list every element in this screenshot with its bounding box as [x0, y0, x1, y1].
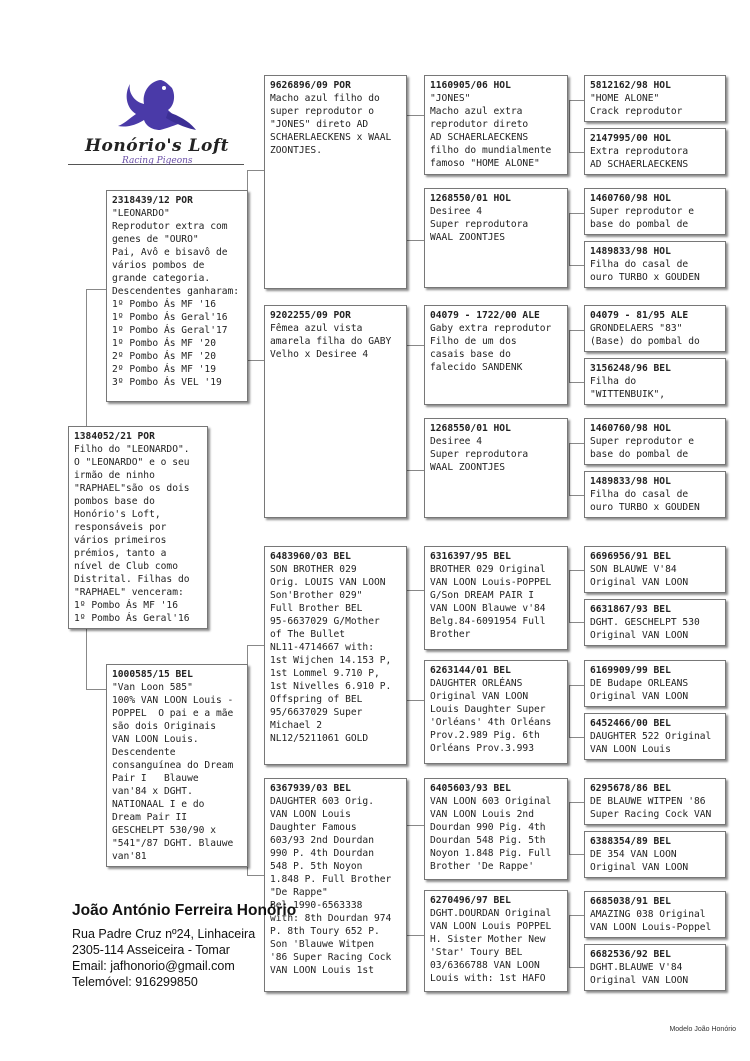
- ring-number: 5812162/98 HOL: [590, 80, 671, 91]
- connector-line: [86, 289, 87, 426]
- connector-line: [406, 935, 424, 936]
- pigeon-description: Super reprodutor e base do pombal de: [590, 206, 694, 230]
- connector-line: [247, 875, 264, 876]
- pigeon-card-dam: [106, 664, 248, 867]
- pigeon-card-gen4: [584, 944, 726, 991]
- pigeon-description: DGHT.DOURDAN Original VAN LOON Louis POPPEL H. Sister Mother New 'Star' Toury BEL 03/6366788 VAN LOON Louis with: 1st HAFO: [430, 908, 552, 984]
- pigeon-description: Desiree 4 Super reprodutora WAAL ZOONTJES: [430, 206, 529, 243]
- ring-number: 6452466/00 BEL: [590, 718, 671, 729]
- connector-line: [406, 825, 424, 826]
- connector-line: [406, 470, 424, 471]
- connector-line: [569, 213, 584, 214]
- pigeon-card-gen4: [584, 891, 726, 938]
- pigeon-card-gen4: [584, 128, 726, 175]
- connector-line: [569, 685, 570, 737]
- ring-number: 6316397/95 BEL: [430, 551, 511, 562]
- pigeon-description: Filha do casal de ouro TURBO x GOUDEN: [590, 489, 700, 513]
- pigeon-card-gen2: [264, 305, 407, 518]
- connector-line: [569, 685, 584, 686]
- ring-number: 6367939/03 BEL: [270, 783, 351, 794]
- ring-number: 6405603/93 BEL: [430, 783, 511, 794]
- connector-line: [86, 289, 106, 290]
- pigeon-card-gen3: [424, 546, 568, 650]
- pigeon-description: DE 354 VAN LOON Original VAN LOON: [590, 849, 689, 873]
- ring-number: 6263144/01 BEL: [430, 665, 511, 676]
- ring-number: 6696956/91 BEL: [590, 551, 671, 562]
- pigeon-description: Filha do "WITTENBUIK",: [590, 376, 666, 400]
- pigeon-card-gen2: [264, 546, 407, 765]
- connector-line: [569, 802, 570, 854]
- ring-number: 1268550/01 HOL: [430, 423, 511, 434]
- owner-address: Rua Padre Cruz nº24, Linhaceira: [72, 927, 256, 941]
- connector-line: [569, 152, 584, 153]
- connector-line: [569, 495, 584, 496]
- pigeon-description: AMAZING 038 Original VAN LOON Louis-Poppel: [590, 909, 712, 933]
- pigeon-description: GRONDELAERS "83" (Base) do pombal do: [590, 323, 700, 347]
- ring-number: 04079 - 1722/00 ALE: [430, 310, 540, 321]
- owner-city: 2305-114 Asseiceira - Tomar: [72, 943, 230, 957]
- connector-line: [569, 915, 584, 916]
- connector-line: [86, 629, 87, 689]
- pigeon-card-gen4: [584, 599, 726, 646]
- pigeon-card-gen3: [424, 418, 568, 518]
- pigeon-description: "LEONARDO" Reprodutor extra com genes de "OURO" Pai, Avô e bisavô de vários pombos de grande categoria. Descendentes ganharam: 1º Pombo Ás MF '16 1º Pombo Ás Geral'16 1º Pombo Ás Geral'17 1º Pombo Ás MF '20 2º Pombo Ás MF '20 2º Pombo Ás MF '19 3º Pombo Ás VEL '19: [112, 208, 240, 388]
- pigeon-description: DAUGHTER 522 Original VAN LOON Louis: [590, 731, 712, 755]
- connector-line: [569, 443, 584, 444]
- ring-number: 6685038/91 BEL: [590, 896, 671, 907]
- pigeon-card-gen3: [424, 75, 568, 175]
- pigeon-card-gen4: [584, 778, 726, 825]
- ring-number: 2147995/00 HOL: [590, 133, 671, 144]
- pigeon-card-gen3: [424, 890, 568, 992]
- connector-line: [569, 213, 570, 265]
- connector-line: [569, 330, 584, 331]
- pigeon-description: VAN LOON 603 Original VAN LOON Louis 2nd Dourdan 990 Pig. 4th Dourdan 548 Pig. 5th Noyon 1.848 Pig. Full Brother 'De Rappe': [430, 796, 552, 872]
- pigeon-card-gen3: [424, 778, 568, 880]
- connector-line: [569, 265, 584, 266]
- pigeon-description: "JONES" Macho azul extra reprodutor direto AD SCHAERLAECKENS filho do mundialmente famoso "HOME ALONE": [430, 93, 552, 169]
- connector-line: [569, 382, 584, 383]
- ring-number: 6295678/86 BEL: [590, 783, 671, 794]
- ring-number: 6631867/93 BEL: [590, 604, 671, 615]
- pigeon-description: Gaby extra reprodutor Filho de um dos casais base do falecido SANDENK: [430, 323, 552, 373]
- pigeon-card-gen3: [424, 188, 568, 288]
- pigeon-description: SON BLAUWE V'84 Original VAN LOON: [590, 564, 689, 588]
- pigeon-card-gen4: [584, 305, 726, 352]
- pigeon-card-gen4: [584, 471, 726, 518]
- owner-email: Email: jafhonorio@gmail.com: [72, 959, 235, 973]
- pigeon-description: Filha do casal de ouro TURBO x GOUDEN: [590, 259, 700, 283]
- pigeon-card-gen4: [584, 75, 726, 122]
- connector-line: [569, 802, 584, 803]
- ring-number: 6682536/92 BEL: [590, 949, 671, 960]
- pigeon-description: Extra reprodutora AD SCHAERLAECKENS: [590, 146, 689, 170]
- owner-phone: Telemóvel: 916299850: [72, 975, 198, 989]
- pigeon-description: DAUGHTER ORLÉANS Original VAN LOON Louis Daughter Super 'Orléans' 4th Orléans Prov.2.989 Pig. 6th Orléans Prov.3.993: [430, 678, 552, 754]
- connector-line: [569, 330, 570, 382]
- ring-number: 1460760/98 HOL: [590, 423, 671, 434]
- connector-line: [247, 170, 264, 171]
- connector-line: [569, 443, 570, 495]
- pigeon-card-gen3: [424, 305, 568, 405]
- ring-number: 1384052/21 POR: [74, 431, 155, 442]
- ring-number: 9626896/09 POR: [270, 80, 351, 91]
- logo-title: Honório's Loft: [85, 136, 230, 156]
- pigeon-description: DAUGHTER 603 Orig. VAN LOON Louis Daughter Famous 603/93 2nd Dourdan 990 P. 4th Dourdan 548 P. 5th Noyon 1.848 P. Full Brother "De Rappe" Bel.1990-6563338 with: 8th Dourdan 974 P. 8th Toury 652 P. Son 'Blauwe Witpen '86 Super Racing Cock VAN LOON Louis 1st: [270, 796, 392, 976]
- pigeon-description: DE BLAUWE WITPEN '86 Super Racing Cock VAN: [590, 796, 712, 820]
- pigeon-card-gen4: [584, 660, 726, 707]
- pigeon-card-gen4: [584, 358, 726, 405]
- pigeon-card-gen4: [584, 418, 726, 465]
- connector-line: [569, 622, 584, 623]
- connector-line: [569, 737, 584, 738]
- connector-line: [569, 100, 570, 152]
- connector-line: [247, 360, 264, 361]
- ring-number: 1268550/01 HOL: [430, 193, 511, 204]
- logo-subtitle: Racing Pigeons: [122, 156, 193, 166]
- pigeon-description: "Van Loon 585" 100% VAN LOON Louis - POPPEL O pai e a mãe são dois Originais VAN LOON Louis. Descendente consanguínea do Dream Pair I Blauwe van'84 x DGHT. NATIONAAL I e do Dream Pair II GESCHELPT 530/90 x "541"/87 DGHT. Blauwe van'81: [112, 682, 234, 862]
- ring-number: 6483960/03 BEL: [270, 551, 351, 562]
- ring-number: 1460760/98 HOL: [590, 193, 671, 204]
- ring-number: 3156248/96 BEL: [590, 363, 671, 374]
- pigeon-description: Fêmea azul vista amarela filha do GABY Velho x Desiree 4: [270, 323, 392, 360]
- pigeon-description: BROTHER 029 Original VAN LOON Louis-POPPEL G/Son DREAM PAIR I VAN LOON Blauwe v'84 Belg.84-6091954 Full Brother: [430, 564, 552, 640]
- footer-credit: Modelo João Honório: [669, 1026, 736, 1033]
- connector-line: [247, 645, 264, 646]
- connector-line: [569, 854, 584, 855]
- pigeon-description: DE Budape ORLEANS Original VAN LOON: [590, 678, 689, 702]
- ring-number: 9202255/09 POR: [270, 310, 351, 321]
- pigeon-card-gen4: [584, 188, 726, 235]
- ring-number: 6270496/97 BEL: [430, 895, 511, 906]
- connector-line: [569, 100, 584, 101]
- connector-line: [406, 115, 424, 116]
- connector-line: [569, 570, 584, 571]
- connector-line: [406, 590, 424, 591]
- ring-number: 1000585/15 BEL: [112, 669, 193, 680]
- ring-number: 04079 - 81/95 ALE: [590, 310, 689, 321]
- pigeon-description: SON BROTHER 029 Orig. LOUIS VAN LOON Son'Brother 029" Full Brother BEL 95-6637029 G/Mother of The Bullet NL11-4714667 with: 1st Wijchen 14.153 P, 1st Lommel 9.710 P, 1st Nivelles 6.910 P. Offspring of BEL 95/6637029 Super Michael 2 NL12/5211061 GOLD: [270, 564, 392, 744]
- ring-number: 1489833/98 HOL: [590, 476, 671, 487]
- pigeon-card-gen3: [424, 660, 568, 764]
- pigeon-card-gen4: [584, 546, 726, 593]
- ring-number: 2318439/12 POR: [112, 195, 193, 206]
- pigeon-card-gen4: [584, 713, 726, 760]
- connector-line: [406, 345, 424, 346]
- pigeon-description: Macho azul filho do super reprodutor o "JONES" direto AD SCHAERLAECKENS x WAAL ZOONTJES.: [270, 93, 392, 156]
- pigeon-card-subject: [68, 426, 208, 629]
- connector-line: [569, 915, 570, 967]
- owner-name: João António Ferreira Honório: [72, 902, 297, 919]
- connector-line: [569, 967, 584, 968]
- ring-number: 6388354/89 BEL: [590, 836, 671, 847]
- connector-line: [86, 689, 106, 690]
- pigeon-card-gen4: [584, 241, 726, 288]
- pigeon-card-gen2: [264, 75, 407, 289]
- connector-line: [406, 240, 424, 241]
- pigeon-description: "HOME ALONE" Crack reprodutor: [590, 93, 683, 117]
- owner-contact: [72, 902, 296, 990]
- ring-number: 6169909/99 BEL: [590, 665, 671, 676]
- pigeon-description: Filho do "LEONARDO". O "LEONARDO" e o seu irmão de ninho "RAPHAEL"são os dois pombos base do Honório's Loft, responsáveis por vários primeiros prémios, tanto a nível de Club como Distrital. Filhas do "RAPHAEL" venceram: 1º Pombo Ás MF '16 1º Pombo Ás Geral'16: [74, 444, 190, 624]
- ring-number: 1160905/06 HOL: [430, 80, 511, 91]
- ring-number: 1489833/98 HOL: [590, 246, 671, 257]
- pigeon-card-sire: [106, 190, 248, 402]
- pigeon-description: DGHT. GESCHELPT 530 Original VAN LOON: [590, 617, 700, 641]
- pigeon-description: Super reprodutor e base do pombal de: [590, 436, 694, 460]
- pigeon-description: DGHT.BLAUWE V'84 Original VAN LOON: [590, 962, 689, 986]
- pigeon-card-gen4: [584, 831, 726, 878]
- pigeon-description: Desiree 4 Super reprodutora WAAL ZOONTJES: [430, 436, 529, 473]
- connector-line: [406, 700, 424, 701]
- connector-line: [569, 570, 570, 622]
